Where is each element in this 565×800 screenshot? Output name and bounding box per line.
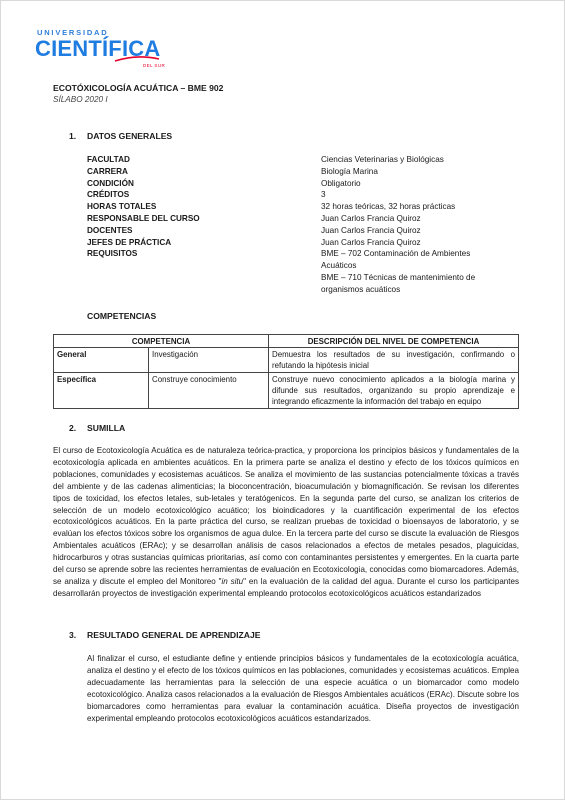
resultado-paragraph: Al finalizar el curso, el estudiante define y entiende principios básicos y fundamentales de la ecotoxicología acuática, analiza el destino y el efecto de los tóxicos químicos en las poblaciones, comunidades y ecosistemas acuáticos. Emplea adecuadamente las herramientas para la selección de una especie acuática o un biomarcador como modelo ecotoxicológico. Analiza casos relacionados a la evaluación de Riesgos Ambientales acuáticos (ERAc). Discute sobre los biomarcadores como herramientas para evaluar la contaminación acuática. Diseña proyectos de investigación experimental empleando protocolos ecotoxicológicos acuáticos estandarizados. xyxy=(87,654,519,723)
general-data-row xyxy=(87,225,507,237)
course-subtitle: SÍLABO 2020 I xyxy=(53,95,108,104)
field-value: BME – 710 Técnicas de mantenimiento de organismos acuáticos xyxy=(321,272,476,294)
field-value: Juan Carlos Francia Quiroz xyxy=(321,225,421,235)
section-title: RESULTADO GENERAL DE APRENDIZAJE xyxy=(87,630,261,640)
logo-swoosh-icon xyxy=(113,55,161,63)
general-data-row xyxy=(87,213,507,225)
sumilla-italic-text: in situ xyxy=(221,576,244,586)
table-header: DESCRIPCIÓN DEL NIVEL DE COMPETENCIA xyxy=(269,335,519,348)
field-label: JEFES DE PRÁCTICA xyxy=(87,237,172,247)
field-label: RESPONSABLE DEL CURSO xyxy=(87,213,200,223)
section-heading-sumilla xyxy=(69,423,125,433)
field-label: CONDICIÓN xyxy=(87,178,134,188)
section-number: 1. xyxy=(69,131,77,141)
field-label: HORAS TOTALES xyxy=(87,202,157,212)
competencias-heading: COMPETENCIAS xyxy=(87,311,157,321)
field-label: CRÉDITOS xyxy=(87,190,130,200)
field-value: Obligatorio xyxy=(321,178,361,188)
table-cell: General xyxy=(54,348,149,373)
field-value: Ciencias Veterinarias y Biológicas xyxy=(321,155,444,164)
field-value: Juan Carlos Francia Quiroz xyxy=(321,213,421,223)
section-number: 3. xyxy=(69,630,77,640)
logo-top-text: UNIVERSIDAD xyxy=(37,28,109,37)
table-cell: Construye nuevo conocimiento aplicados a la biología marina y difunde sus resultados, organizando su propio aprendizaje e integrando eficazmente la información del trabajo en equipo xyxy=(269,373,519,409)
general-data-row xyxy=(87,178,507,190)
table-cell: Demuestra los resultados de su investigación, confirmando o refutando la hipótesis inicial xyxy=(269,348,519,373)
field-value: 32 horas teóricas, 32 horas prácticas xyxy=(321,202,456,212)
table-cell: Investigación xyxy=(149,348,269,373)
table-header: COMPETENCIA xyxy=(54,335,269,348)
general-data-row xyxy=(87,166,507,178)
field-label: REQUISITOS xyxy=(87,249,138,259)
field-label: DOCENTES xyxy=(87,225,133,235)
university-logo xyxy=(35,29,175,73)
general-data-row xyxy=(87,272,507,296)
general-data-list xyxy=(87,154,507,296)
sumilla-text-end: " en la evaluación de la calidad del agua. Durante el curso los participantes desarrollarán proyectos de investigación experimental empleando protocolos ecotoxicológicos acuáticos estandarizados xyxy=(53,576,519,598)
general-data-row xyxy=(87,189,507,201)
field-value: BME – 702 Contaminación de Ambientes Acuáticos xyxy=(321,249,471,271)
section-title: SUMILLA xyxy=(87,423,126,433)
sumilla-paragraph xyxy=(53,445,519,600)
course-title: ECOTÓXICOLOGÍA ACUÁTICA – BME 902 xyxy=(53,83,224,93)
field-label xyxy=(87,272,321,296)
field-label: FACULTAD xyxy=(87,155,130,164)
logo-main-text: CIENTÍFICA xyxy=(35,36,161,61)
field-value: Biología Marina xyxy=(321,166,378,176)
field-label: CARRERA xyxy=(87,166,128,176)
table-row xyxy=(54,373,519,409)
section-heading-resultado xyxy=(69,630,260,640)
competencias-table xyxy=(53,334,519,409)
table-header-row xyxy=(54,335,519,348)
table-row xyxy=(54,348,519,373)
section-number: 2. xyxy=(69,423,77,433)
general-data-row xyxy=(87,154,507,166)
sumilla-text: El curso de Ecotoxicología Acuática es de naturaleza teórica-practica, y proporciona los principios básicos y fundamentales de la ecotoxicología aplicada en ambientes acuáticos. En la primera parte se analiza el destino y efecto de los tóxicos químicos en poblaciones, comunidades y ecosistemas acuáticos. Se analiza el movimiento de las sustancias potencialmente tóxicas a través del ambiente y de las cadenas alimenticias; la bioconcentración, bioacumulación y biomagnificación. Se revisan los diferentes tipos de toxicidad, los efectos letales, sub-letales y teratógenicos. En la segunda parte del curso, se analizan los criterios de selección de un modelo ecotoxicológico acuático; los bioindicadores y la cuantificación experimental de los efectos ecotoxicológicos acuáticos. En la parte práctica del curso, se realizan pruebas de toxicidad o bioensayos de laboratorio, y se evalúan los efectos tóxicos sobre los organismos de agua dulce. En la tercera parte del curso se discute la evaluación de Riesgos Ambientales acuáticos (ERAc); y se desarrollan análisis de casos relacionados a efectos de metales pesados, plaguicidas, hidrocarburos y otras sustancias químicas prioritarias, así como con contaminantes persistentes y emergentes. En la cuarta parte del curso se aprende sobre las recientes herramientas de evaluación en Ecotoxicologia, conocidas como biomarcadores. Además, se analiza y discute el empleo del Monitoreo " xyxy=(53,446,519,586)
section-title: DATOS GENERALES xyxy=(87,131,173,141)
table-cell: Construye conocimiento xyxy=(149,373,269,409)
field-value: Juan Carlos Francia Quiroz xyxy=(321,237,421,247)
general-data-row xyxy=(87,237,507,249)
general-data-row xyxy=(87,201,507,213)
section-heading-datos-generales xyxy=(69,131,172,141)
general-data-row xyxy=(87,248,507,272)
field-value: 3 xyxy=(321,190,326,200)
logo-sub-text: DEL SUR xyxy=(143,63,166,68)
table-cell: Específica xyxy=(54,373,149,409)
